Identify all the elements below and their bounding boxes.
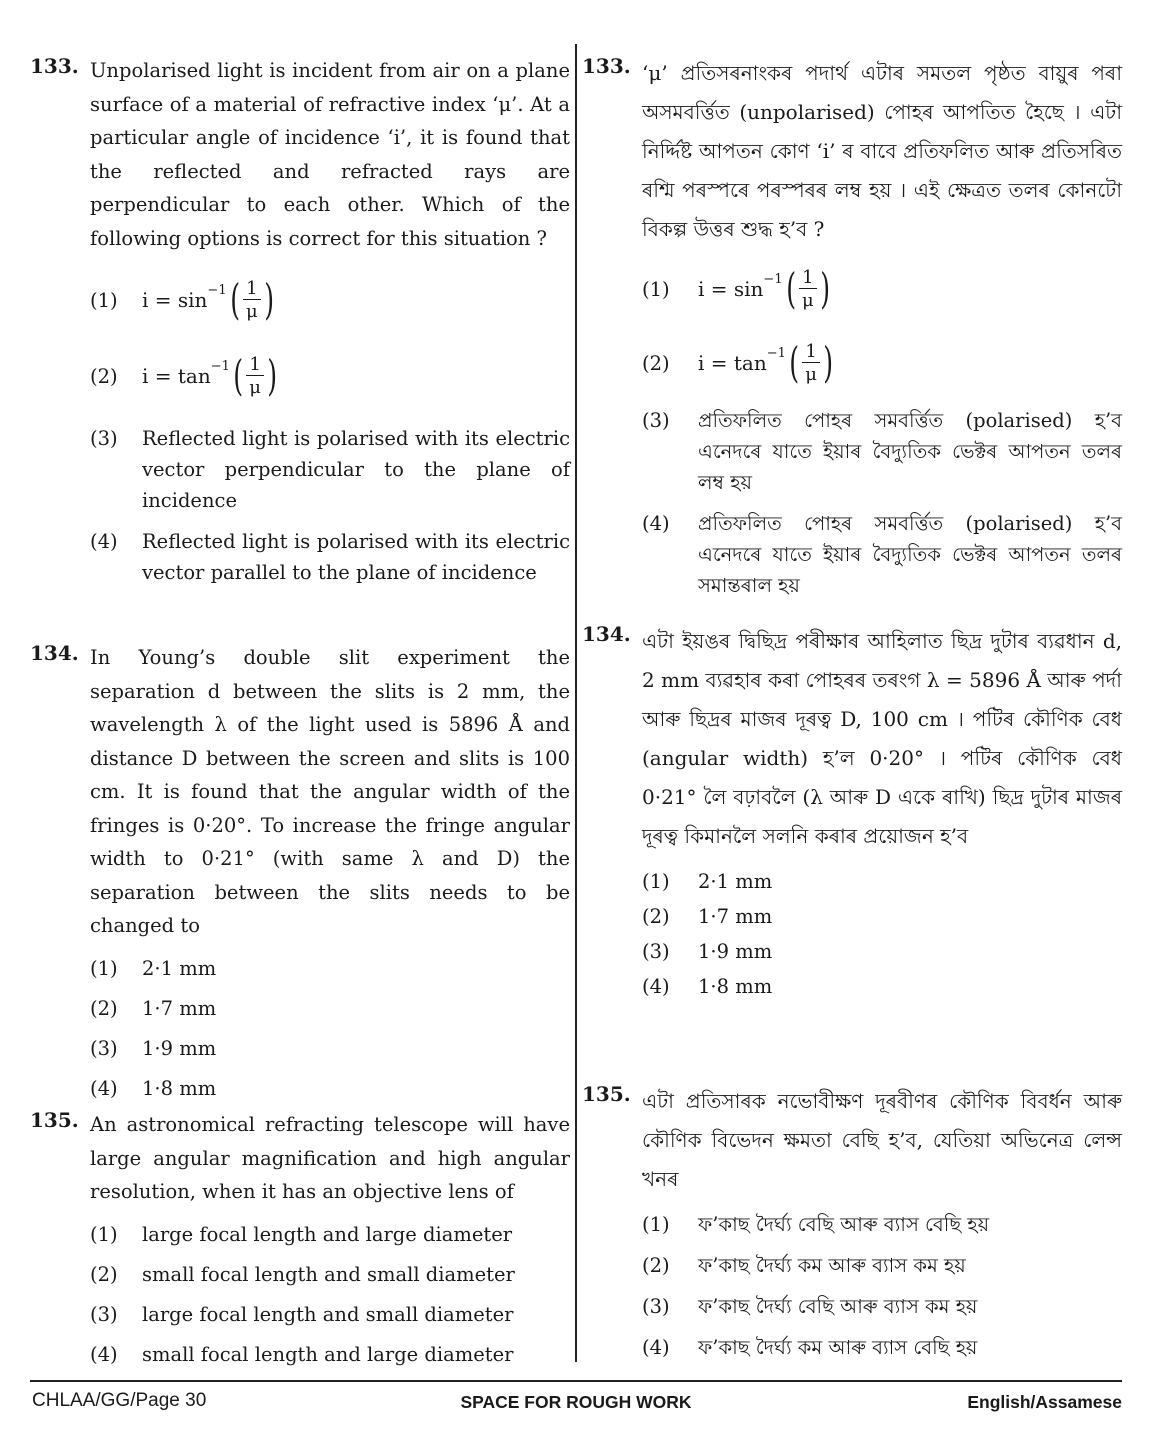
question-133-en [30,54,570,597]
options-list [90,953,570,1104]
formula-sin-inverse: i = sin −1 ( $\frac{1}{\mu}$ ) [698,264,830,313]
question-number: 133. [582,54,631,78]
option-number: (4) [90,1076,118,1100]
options-list [642,1209,1122,1363]
column-divider [575,44,577,1362]
question-134-en [30,641,570,1113]
option-number: (3) [642,940,670,963]
option-1 [90,953,570,984]
option-text: 2·1 mm [698,870,773,893]
option-2: (2) i = tan −1 ( $\frac{1}{\mu}$ ) [642,333,1122,393]
question-text: এটা প্ৰতিসাৰক নভোবীক্ষণ দূৰবীণৰ কৌণিক বিবৰ্ধন আৰু কৌণিক বিভেদন ক্ষমতা বেছি হ’ব, যেতিয়া অভিনেত্ৰ লেন্স খনৰ [642,1089,1122,1191]
formula-tan-inverse: i = tan −1 ( $\frac{1}{\mu}$ ) [142,351,278,400]
option-number: (4) [642,975,670,998]
option-number: (1) [642,870,670,893]
option-text: 1·7 mm [698,905,773,928]
footer-divider [30,1380,1122,1382]
option-number: (2) [642,1254,670,1277]
option-4: (4) Reflected light is polarised with its electric vector parallel to the plane of incidence [90,530,570,584]
option-text: large focal length and large diameter [142,1222,513,1246]
page-code: CHLAA/GG/Page 30 [32,1390,207,1411]
option-text: 1·8 mm [698,975,773,998]
option-text: 1·7 mm [142,996,217,1020]
option-number: (1) [642,1213,670,1236]
options-list [642,866,1122,1002]
options-list [90,1219,570,1370]
question-133-as [582,54,1122,610]
question-134-as [582,622,1122,1006]
formula-tan-inverse: i = tan −1 ( $\frac{1}{\mu}$ ) [698,338,834,387]
option-1 [642,1209,1122,1240]
option-1: (1) i = sin −1 ( $\frac{1}{\mu}$ ) [90,269,570,331]
question-number: 135. [30,1108,79,1132]
option-1: (1) i = sin −1 ( $\frac{1}{\mu}$ ) [642,259,1122,319]
option-text: 1·9 mm [142,1036,217,1060]
option-text: small focal length and small diameter [142,1262,515,1286]
question-number: 134. [582,622,631,646]
option-4 [90,1339,570,1370]
question-text: An astronomical refracting telescope will have large angular magnification and high angular resolution, when it has an objective lens of [90,1113,570,1203]
option-2 [642,1250,1122,1281]
option-3 [642,936,1122,967]
option-number: (4) [90,1342,118,1366]
option-number: (3) [642,1295,670,1318]
formula-sin-inverse: i = sin −1 ( $\frac{1}{\mu}$ ) [142,275,274,324]
option-number: (4) [642,1336,670,1359]
option-text: 1·8 mm [142,1076,217,1100]
option-3 [90,1033,570,1064]
option-text: large focal length and small diameter [142,1302,514,1326]
option-number: (2) [90,1262,118,1286]
option-text: ফ’কাছ দৈৰ্ঘ্য কম আৰু ব্যাস কম হয় [698,1254,966,1277]
option-number: (2) [642,905,670,928]
option-3 [90,1299,570,1330]
option-number: (2) [90,996,118,1020]
option-number: (1) [90,1222,118,1246]
option-text: ফ’কাছ দৈৰ্ঘ্য বেছি আৰু ব্যাস বেছি হয় [698,1213,990,1236]
option-2: (2) i = tan −1 ( $\frac{1}{\mu}$ ) [90,345,570,407]
option-3: (3) Reflected light is polarised with its electric vector perpendicular to the plane of incidence [90,427,570,512]
option-4 [90,1073,570,1104]
option-text: small focal length and large diameter [142,1342,514,1366]
question-text: এটা ইয়ঙৰ দ্বিছিদ্ৰ পৰীক্ষাৰ আহিলাত ছিদ্ৰ দুটাৰ ব্যৱধান d, 2 mm ব্যৱহাৰ কৰা পোহৰৰ তৰংগ λ = 5896 Å আৰু পৰ্দা আৰু ছিদ্ৰৰ মাজৰ দূৰত্ব D, 100 cm । পটিৰ কৌণিক বেধ (angular width) হ’ল 0·20° । পটিৰ কৌণিক বেধ 0·21° লৈ বঢ়াবলৈ (λ আৰু D একে ৰাখি) ছিদ্ৰ দুটাৰ মাজৰ দূৰত্ব কিমানলৈ সলনি কৰাৰ প্ৰয়োজন হ’ব [642,629,1122,848]
language-label: English/Assamese [967,1392,1122,1412]
option-number: (1) [90,956,118,980]
question-number: 133. [30,54,79,78]
rough-work-label: SPACE FOR ROUGH WORK [460,1392,692,1412]
option-4 [642,1332,1122,1363]
option-4: (4) প্ৰতিফলিত পোহৰ সমবৰ্ত্তিত (polarised) হ’ব এনেদৰে যাতে ইয়াৰ বৈদ্যুতিক ভেক্টৰ আপতন তলৰ সমান্তৰাল হয় [642,512,1122,597]
option-number: (3) [90,1036,118,1060]
question-135-as [582,1082,1122,1373]
option-text: ফ’কাছ দৈৰ্ঘ্য কম আৰু ব্যাস বেছি হয় [698,1336,978,1359]
question-135-en [30,1108,570,1379]
option-3: (3) প্ৰতিফলিত পোহৰ সমবৰ্ত্তিত (polarised) হ’ব এনেদৰে যাতে ইয়াৰ বৈদ্যুতিক ভেক্টৰ আপতন তলৰ লম্ব হয় [642,409,1122,494]
option-2 [90,1259,570,1290]
option-4 [642,971,1122,1002]
question-number: 135. [582,1082,631,1106]
option-text: 2·1 mm [142,956,217,980]
option-1 [90,1219,570,1250]
question-text: In Young’s double slit experiment the separation d between the slits is 2 mm, the wavelength λ of the light used is 5896 Å and distance D between the screen and slits is 100 cm. It is found that the angular width of the fringes is 0·20°. To increase the fringe angular width to 0·21° (with same λ and D) the separation between the slits needs to be changed to [90,646,570,937]
question-text: Unpolarised light is incident from air on a plane surface of a material of refractive index ‘μ’. At a particular angle of incidence ‘i’, it is found that the reflected and refracted rays are perpendicular to each other. Which of the following options is correct for this situation ? [90,59,570,250]
option-2 [90,993,570,1024]
option-text: 1·9 mm [698,940,773,963]
question-text: ‘μ’ প্ৰতিসৰনাংকৰ পদাৰ্থ এটাৰ সমতল পৃষ্ঠত বায়ুৰ পৰা অসমবৰ্ত্তিত (unpolarised) পোহৰ আপতিত হৈছে । এটা নিৰ্দ্দিষ্ট আপতন কোণ ‘i’ ৰ বাবে প্ৰতিফলিত আৰু প্ৰতিসৰিত ৰশ্মি পৰস্পৰে পৰস্পৰৰ লম্ব হয় । এই ক্ষেত্ৰত তলৰ কোনটো বিকল্প উত্তৰ শুদ্ধ হ’ব ? [642,61,1122,241]
option-2 [642,901,1122,932]
option-3 [642,1291,1122,1322]
option-text: ফ’কাছ দৈৰ্ঘ্য বেছি আৰু ব্যাস কম হয় [698,1295,978,1318]
option-1 [642,866,1122,897]
question-number: 134. [30,641,79,665]
option-number: (3) [90,1302,118,1326]
